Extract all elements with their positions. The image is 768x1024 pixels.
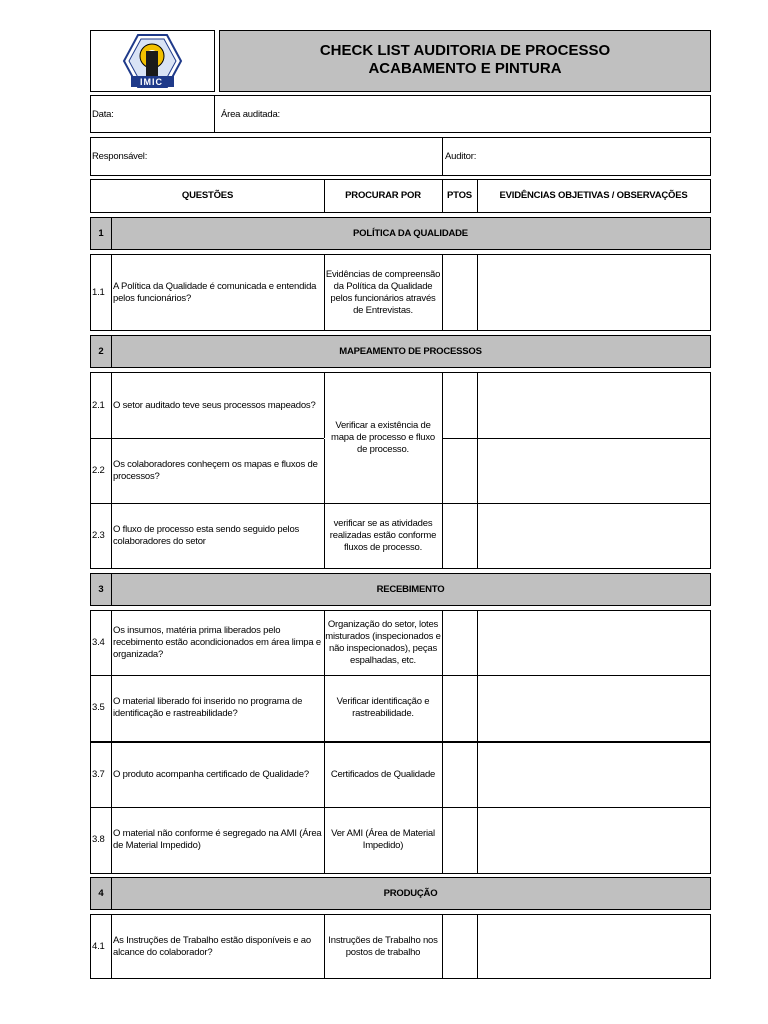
section-header-1 — [90, 217, 711, 250]
data-area-row — [90, 95, 711, 133]
row-look-for: Verificar identificação e rastreabilidade. — [336, 696, 430, 719]
row-number: 3.4 — [92, 637, 105, 648]
section-1-rows — [90, 254, 711, 331]
row-question: O material não conforme é segregado na AMI (Área de Material Impedido) — [113, 828, 322, 851]
row-number: 1.1 — [92, 286, 105, 298]
area-label: Área auditada: — [221, 109, 280, 120]
col-procurar: PROCURAR POR — [345, 190, 421, 201]
section-number: 3 — [98, 583, 104, 595]
col-questoes: QUESTÕES — [181, 190, 234, 201]
page-title-line1: CHECK LIST AUDITORIA DE PROCESSO — [319, 42, 611, 59]
section-header-2 — [90, 335, 711, 368]
row-number: 3.5 — [92, 702, 105, 713]
section-title: POLÍTICA DA QUALIDADE — [353, 227, 468, 239]
section-number: 1 — [98, 227, 104, 239]
section-header-4 — [90, 877, 711, 910]
section-2-rows — [90, 372, 711, 569]
column-header-row — [90, 179, 711, 213]
row-number: 3.8 — [92, 834, 105, 845]
row-number: 2.1 — [92, 399, 105, 411]
auditor-label: Auditor: — [445, 151, 477, 162]
section-number: 2 — [98, 345, 104, 357]
row-look-for-merged: Verificar a existência de mapa de processo e fluxo de processo. — [331, 420, 435, 455]
row-question: A Política da Qualidade é comunicada e entendida pelos funcionários? — [113, 280, 317, 304]
row-question: O fluxo de processo esta sendo seguido pelos colaboradores do setor — [113, 523, 300, 547]
row-look-for: Ver AMI (Área de Material Impedido) — [331, 828, 435, 851]
responsavel-auditor-row — [90, 137, 711, 176]
row-question: Os colaboradores conheçem os mapas e fluxos de processos? — [113, 458, 318, 482]
section-header-3 — [90, 573, 711, 606]
responsavel-label: Responsável: — [92, 151, 148, 162]
row-look-for: verificar se as atividades realizadas estão conforme fluxos de processo. — [329, 517, 437, 553]
row-question: O material liberado foi inserido no programa de identificação e rastreabilidade? — [113, 696, 303, 719]
section-title: RECEBIMENTO — [376, 583, 445, 595]
row-question: O produto acompanha certificado de Qualidade? — [113, 768, 309, 780]
row-look-for: Evidências de compreensão da Política da Qualidade pelos funcionários através de Entrevistas. — [325, 268, 441, 316]
row-question: As Instruções de Trabalho estão disponíveis e ao alcance do colaborador? — [113, 934, 311, 958]
section-number: 4 — [98, 887, 104, 899]
page-title-line2: ACABAMENTO E PINTURA — [368, 60, 562, 77]
row-look-for: Instruções de Trabalho nos postos de trabalho — [328, 934, 438, 958]
logo-text: IMIC — [140, 77, 163, 87]
row-number: 4.1 — [92, 940, 105, 952]
section-title: PRODUÇÃO — [383, 887, 438, 899]
row-question: Os insumos, matéria prima liberados pelo recebimento estão acondicionados em área limpa e organizada? — [113, 625, 321, 660]
row-number: 3.7 — [92, 768, 105, 780]
row-question: O setor auditado teve seus processos mapeados? — [113, 399, 316, 411]
row-number: 2.2 — [92, 464, 105, 476]
title-cell — [219, 30, 711, 92]
section-title: MAPEAMENTO DE PROCESSOS — [339, 345, 482, 357]
row-look-for: Organização do setor, lotes misturados (inspecionados e não inspecionados), peças espalhadas, etc. — [325, 619, 441, 666]
row-number: 2.3 — [92, 529, 105, 541]
row-look-for: Certificados de Qualidade — [330, 768, 436, 780]
data-label: Data: — [92, 109, 114, 120]
section-3-rows — [90, 610, 711, 874]
col-ptos: PTOS — [447, 190, 472, 201]
logo-cell — [90, 30, 215, 92]
section-4-rows — [90, 914, 711, 979]
col-evidencias: EVIDÊNCIAS OBJETIVAS / OBSERVAÇÕES — [499, 190, 688, 201]
